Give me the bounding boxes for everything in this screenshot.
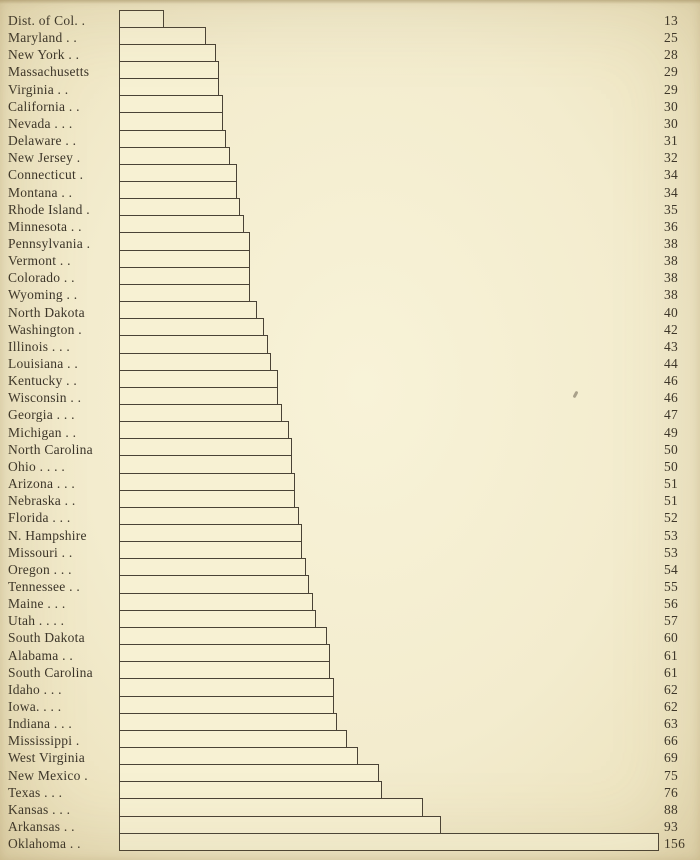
value-label: 46 [664,373,679,389]
bar [119,370,278,389]
bar [119,661,330,680]
state-label: Mississippi . [8,733,80,749]
bar [119,318,264,337]
bar [119,438,292,457]
bar [119,95,223,114]
bar [119,575,309,594]
value-label: 56 [664,596,679,612]
bar [119,696,334,715]
value-label: 61 [664,664,679,680]
state-label: Ohio . . . . [8,458,65,474]
scan-edge-shade [0,0,700,4]
bar [119,335,268,354]
bar [119,250,250,269]
bar [119,798,423,817]
bar [119,490,295,509]
state-label: Illinois . . . [8,338,71,354]
state-label: Arizona . . . [8,476,75,492]
value-label: 53 [664,544,679,560]
state-label: North Dakota [8,304,85,320]
value-label: 50 [664,441,679,457]
state-label: Vermont . . [8,253,71,269]
state-label: Arkansas . . [8,819,75,835]
bar [119,627,327,646]
state-label: Dist. of Col. . [8,13,86,28]
state-label: Georgia . . . [8,407,75,423]
value-label: 47 [664,407,679,423]
bar [119,473,295,492]
value-label: 51 [664,493,679,509]
ink-speck-artifact [573,391,579,399]
state-label: Maine . . . [8,596,66,612]
state-label: West Virginia [8,750,85,766]
value-label: 43 [664,338,679,354]
value-label: 54 [664,561,679,577]
state-label: Wisconsin . . [8,390,82,406]
state-label: Kentucky . . [8,373,77,389]
bar [119,404,282,423]
state-label: Washington . [8,321,82,337]
bar [119,455,292,474]
bar [119,198,240,217]
state-label: New Mexico . [8,767,88,783]
value-label: 34 [664,184,679,200]
value-label: 30 [664,98,679,114]
bar [119,164,237,183]
bar [119,730,347,749]
bar [119,27,206,46]
bar [119,112,223,131]
value-label: 31 [664,133,679,149]
value-label: 93 [664,819,679,835]
value-label: 55 [664,578,679,594]
bar [119,215,244,234]
bar [119,644,330,663]
state-label: Virginia . . [8,81,69,97]
value-label: 35 [664,201,679,217]
value-label: 63 [664,716,679,732]
bar [119,747,358,766]
state-label: Rhode Island . [8,201,90,217]
value-label: 40 [664,304,679,320]
value-label: 38 [664,270,679,286]
value-label: 69 [664,750,679,766]
value-label: 32 [664,150,679,166]
bar [119,764,379,783]
state-label: Michigan . . [8,424,77,440]
bar [119,524,302,543]
state-label: Iowa. . . . [8,699,62,714]
bar [119,10,164,29]
bar [119,816,441,835]
bar [119,181,237,200]
value-label: 29 [664,64,679,80]
value-label: 38 [664,235,679,251]
state-label: Indiana . . . [8,716,72,732]
state-label: Texas . . . [8,784,63,800]
state-label: Pennsylvania . [8,235,91,251]
state-label: South Carolina [8,664,93,680]
state-label: Idaho . . . [8,681,62,697]
value-label: 44 [664,356,679,371]
bar [119,541,302,560]
value-label: 28 [664,47,679,63]
value-label: 49 [664,424,679,440]
value-label: 46 [664,390,679,406]
state-label: Massachusetts [8,64,90,80]
state-label: New Jersey . [8,150,81,166]
state-label: Colorado . . [8,270,75,286]
value-label: 51 [664,476,679,492]
value-label: 66 [664,733,679,749]
value-label: 13 [664,13,679,28]
value-label: 38 [664,253,679,269]
bar [119,44,216,63]
state-label: N. Hampshire [8,527,87,543]
value-label: 75 [664,767,679,783]
value-label: 61 [664,647,679,663]
value-label: 34 [664,167,679,183]
value-label: 62 [664,699,679,714]
bar [119,833,659,852]
state-label: Nebraska . . [8,493,76,509]
bar [119,353,271,372]
value-label: 52 [664,510,679,526]
bar [119,61,219,80]
value-label: 42 [664,321,679,337]
value-label: 57 [664,613,679,629]
bar [119,610,316,629]
state-label: Oklahoma . . [8,836,81,852]
value-label: 60 [664,630,679,646]
state-label: Alabama . . [8,647,73,663]
state-label: Florida . . . [8,510,71,526]
state-label: California . . [8,98,80,114]
state-label: Utah . . . . [8,613,65,629]
state-label: Kansas . . . [8,801,71,817]
state-label: Wyoming . . [8,287,78,303]
bar [119,301,257,320]
value-label: 88 [664,801,679,817]
state-label: New York . . [8,47,80,63]
value-label: 38 [664,287,679,303]
state-label: South Dakota [8,630,85,646]
bar [119,593,313,612]
bar [119,147,230,166]
value-label: 25 [664,30,679,46]
bar [119,267,250,286]
bar [119,130,226,149]
value-label: 62 [664,681,679,697]
value-label: 76 [664,784,679,800]
bar [119,507,299,526]
state-label: Connecticut . [8,167,84,183]
state-label: Montana . . [8,184,73,200]
state-label: Oregon . . . [8,561,72,577]
value-label: 30 [664,115,679,131]
value-label: 156 [664,836,686,852]
bar [119,284,250,303]
state-label: Tennessee . . [8,578,81,594]
state-label: Louisiana . . [8,356,78,371]
bar [119,78,219,97]
state-label: North Carolina [8,441,93,457]
value-label: 53 [664,527,679,543]
bar [119,558,306,577]
state-label: Minnesota . . [8,218,82,234]
bar [119,232,250,251]
bar [119,713,337,732]
bar [119,678,334,697]
state-label: Missouri . . [8,544,73,560]
value-label: 50 [664,458,679,474]
state-label: Delaware . . [8,133,77,149]
value-label: 29 [664,81,679,97]
bar [119,421,289,440]
state-label: Maryland . . [8,30,77,46]
value-label: 36 [664,218,679,234]
state-label: Nevada . . . [8,115,73,131]
bar [119,781,382,800]
bar [119,387,278,406]
